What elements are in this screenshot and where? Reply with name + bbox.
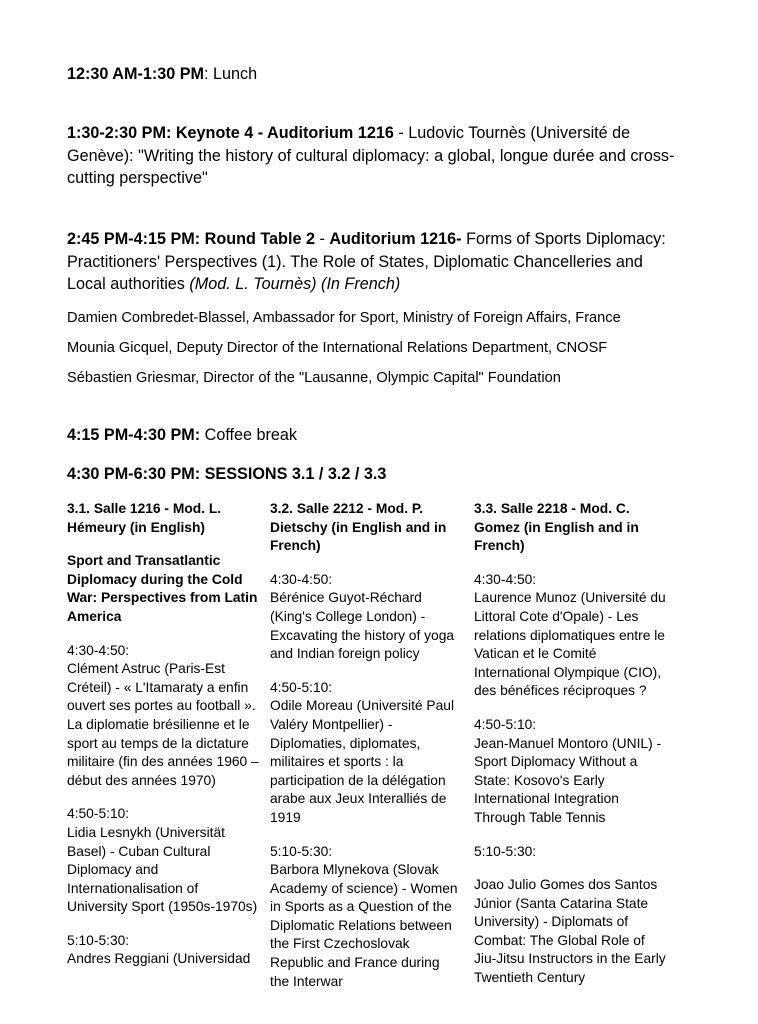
session-column-3-2: [270, 500, 462, 1006]
talk-item: [270, 843, 462, 992]
talk-item: [67, 642, 259, 791]
speaker-line: Sébastien Griesmar, Director of the "Lausanne, Olympic Capital" Foundation: [67, 370, 561, 386]
roundtable-room: Auditorium 1216-: [329, 230, 462, 248]
talk-text: Joao Julio Gomes dos Santos Júnior (Santa Catarina State University) - Diplomats of Combat: The Global Role of Jiu-Jitsu Instructors in the Early Twentieth Century: [474, 877, 666, 986]
keynote-text: - Ludovic Tournès (Université de Genève): "Writing the history of cultural diplomacy: a global, longue durée and cross-cutting perspective": [67, 124, 675, 187]
talk-time: 4:30-4:50:: [270, 571, 333, 587]
speaker-line: Mounia Gicquel, Deputy Director of the International Relations Department, CNOSF: [67, 340, 608, 356]
keynote-block: [67, 122, 677, 190]
session-column-3-1: [67, 500, 259, 984]
talk-time: 5:10-5:30:: [270, 843, 333, 859]
lunch-sep: :: [204, 65, 214, 83]
lunch-line: [67, 63, 677, 86]
session-head: 3.1. Salle 1216 - Mod. L. Hémeury (in English): [67, 501, 222, 535]
talk-text: Laurence Munoz (Université du Littoral Cote d'Opale) - Les relations diplomatiques entre le Vatican et le Comité International Olympique (CIO), des bénéfices réciproques ?: [474, 590, 666, 699]
talk-text: Andres Reggiani (Universidad: [67, 951, 251, 967]
roundtable-lead: 2:45 PM-4:15 PM: Round Table 2: [67, 230, 315, 248]
talk-item: [270, 679, 462, 828]
roundtable-text: Forms of Sports Diplomacy: Practitioners' Perspectives (1). The Role of States, Diplomatic Chancelleries and Local authorities: [67, 230, 666, 293]
lunch-text: Lunch: [213, 65, 258, 83]
roundtable-block: [67, 228, 677, 296]
talk-text: Bérénice Guyot-Réchard (King's College London) - Excavating the history of yoga and Indian foreign policy: [270, 590, 455, 662]
talk-text: Barbora Mlynekova (Slovak Academy of science) - Women in Sports as a Question of the Diplomatic Relations between the First Czechoslovak Republic and France during the Interwar: [270, 862, 458, 989]
session-head: 3.3. Salle 2218 - Mod. C. Gomez (in English and in French): [474, 501, 639, 554]
talk-item: [474, 716, 666, 828]
talk-item: [67, 932, 259, 969]
roundtable-note: (Mod. L. Tournès) (In French): [189, 275, 401, 293]
keynote-lead: 1:30-2:30 PM: Keynote 4 - Auditorium 1216: [67, 124, 394, 142]
talk-time: 4:30-4:50:: [67, 642, 130, 658]
talk-time: 4:50-5:10:: [270, 679, 333, 695]
session-theme: Sport and Transatlantic Diplomacy during the Cold War: Perspectives from Latin America: [67, 553, 258, 624]
talk-item: [270, 571, 462, 664]
talk-item: [67, 805, 259, 917]
coffee-time: 4:15 PM-4:30 PM:: [67, 426, 201, 444]
talk-time: 4:50-5:10:: [67, 806, 130, 822]
lunch-time: 12:30 AM-1:30 PM: [67, 65, 205, 83]
talk-item: [474, 571, 666, 701]
speaker-line: Damien Combredet-Blassel, Ambassador for Sport, Ministry of Foreign Affairs, France: [67, 310, 621, 326]
talk-time: 4:50-5:10:: [474, 716, 537, 732]
talk-time: 5:10-5:30:: [474, 843, 537, 859]
talk-text: Lidia Lesnykh (Universität Basel) - Cuban Cultural Diplomacy and Internationalisation of University Sport (1950s-1970s): [67, 824, 258, 915]
session-head: 3.2. Salle 2212 - Mod. P. Dietschy (in English and in French): [270, 501, 447, 554]
coffee-text: Coffee break: [200, 426, 298, 444]
coffee-line: [67, 424, 677, 447]
talk-time: 4:30-4:50:: [474, 571, 537, 587]
talk-time: 5:10-5:30:: [67, 932, 130, 948]
roundtable-mid: -: [314, 230, 330, 248]
talk-text: Jean-Manuel Montoro (UNIL) - Sport Diplomacy Without a State: Kosovo's Early International Integration Through Table Tennis: [474, 735, 662, 825]
talk-text: Odile Moreau (Université Paul Valéry Montpellier) - Diplomaties, diplomates, militaires et sports : la participation de la délégation arabe aux Jeux Interalliés de 1919: [270, 698, 455, 825]
session-column-3-3: [474, 500, 666, 1003]
talk-text: Clément Astruc (Paris-Est Créteil) - « L'Itamaraty a enfin ouvert ses portes au football ». La diplomatie brésilienne et le sport au temps de la dictature militaire (fin des années 1960 – début des années 1970): [67, 661, 259, 788]
sessions-title: 4:30 PM-6:30 PM: SESSIONS 3.1 / 3.2 / 3.3: [67, 465, 387, 483]
